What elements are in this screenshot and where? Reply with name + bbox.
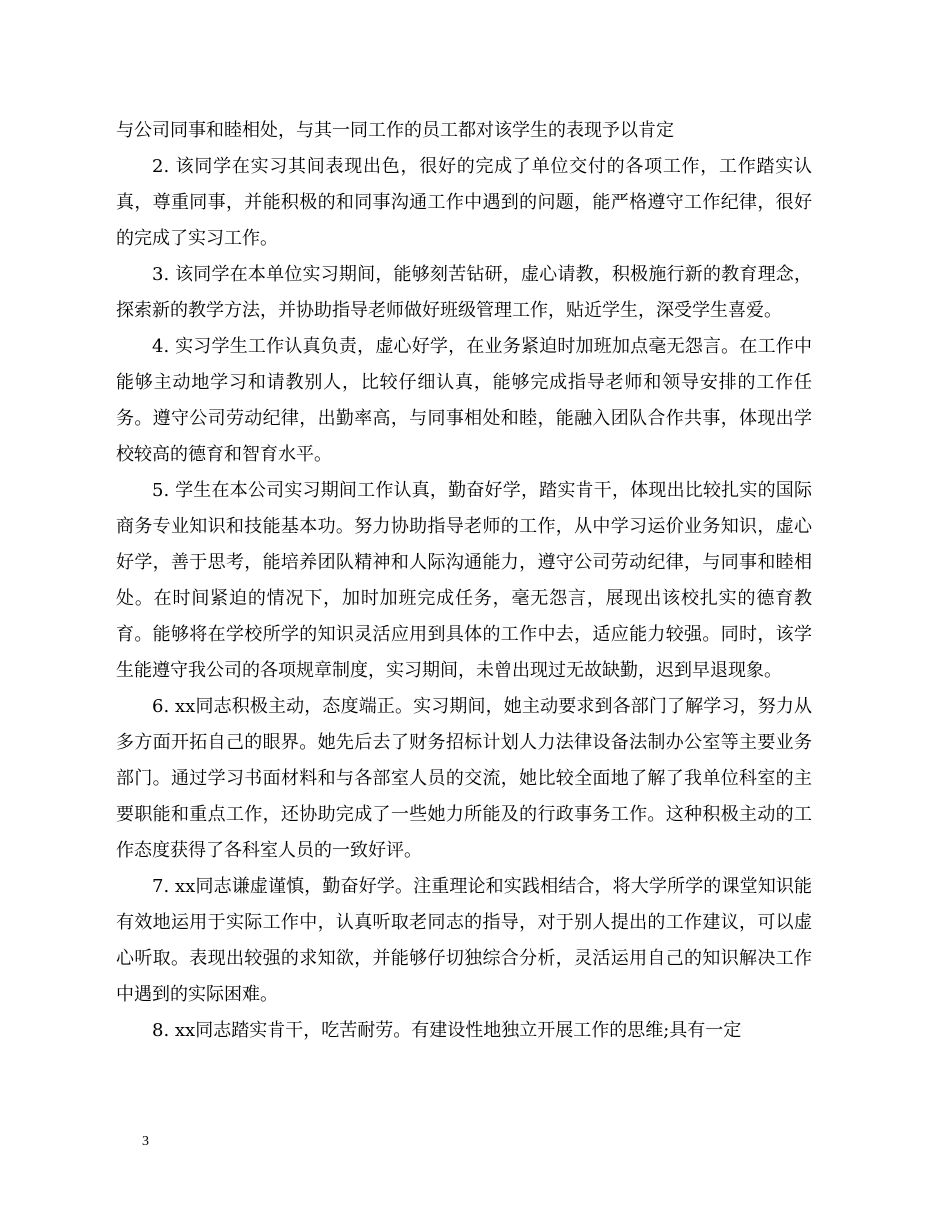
paragraph-item-3: 3. 该同学在本单位实习期间，能够刻苦钻研，虚心请教，积极施行新的教育理念，探索新的教学方法，并协助指导老师做好班级管理工作，贴近学生，深受学生喜爱。: [116, 264, 812, 321]
page-number: 3: [142, 1134, 149, 1149]
paragraph-item-7: 7. xx同志谦虚谨慎，勤奋好学。注重理论和实践相结合，将大学所学的课堂知识能有效地运用于实际工作中，认真听取老同志的指导，对于别人提出的工作建议，可以虚心听取。表现出较强的求知欲，并能够仔切独综合分析，灵活运用自己的知识解决工作中遇到的实际困难。: [116, 876, 812, 1005]
paragraph-item-2: 2. 该同学在实习其间表现出色，很好的完成了单位交付的各项工作，工作踏实认真，尊重同事，并能积极的和同事沟通工作中遇到的问题，能严格遵守工作纪律，很好的完成了实习工作。: [116, 156, 812, 249]
paragraph-continuation: 与公司同事和睦相处，与其一同工作的员工都对该学生的表现予以肯定: [116, 120, 674, 141]
paragraph-item-6: 6. xx同志积极主动，态度端正。实习期间，她主动要求到各部门了解学习，努力从多方面开拓自己的眼界。她先后去了财务招标计划人力法律设备法制办公室等主要业务部门。通过学习书面材料和与各部室人员的交流，她比较全面地了解了我单位科室的主要职能和重点工作，还协助完成了一些她力所能及的行政事务工作。这种积极主动的工作态度获得了各科室人员的一致好评。: [116, 696, 812, 861]
paragraph-item-8: 8. xx同志踏实肯干，吃苦耐劳。有建设性地独立开展工作的思维;具有一定: [152, 1020, 742, 1041]
document-body: [116, 113, 812, 1049]
paragraph-item-4: 4. 实习学生工作认真负责，虚心好学，在业务紧迫时加班加点毫无怨言。在工作中能够主动地学习和请教别人，比较仔细认真，能够完成指导老师和领导安排的工作任务。遵守公司劳动纪律，出勤率高，与同事相处和睦，能融入团队合作共事，体现出学校较高的德育和智育水平。: [116, 336, 812, 465]
paragraph-item-5: 5. 学生在本公司实习期间工作认真，勤奋好学，踏实肯干，体现出比较扎实的国际商务专业知识和技能基本功。努力协助指导老师的工作，从中学习运价业务知识，虚心好学，善于思考，能培养团队精神和人际沟通能力，遵守公司劳动纪律，与同事和睦相处。在时间紧迫的情况下，加时加班完成任务，毫无怨言，展现出该校扎实的德育教育。能够将在学校所学的知识灵活应用到具体的工作中去，适应能力较强。同时，该学生能遵守我公司的各项规章制度，实习期间，未曾出现过无故缺勤，迟到早退现象。: [116, 480, 812, 681]
